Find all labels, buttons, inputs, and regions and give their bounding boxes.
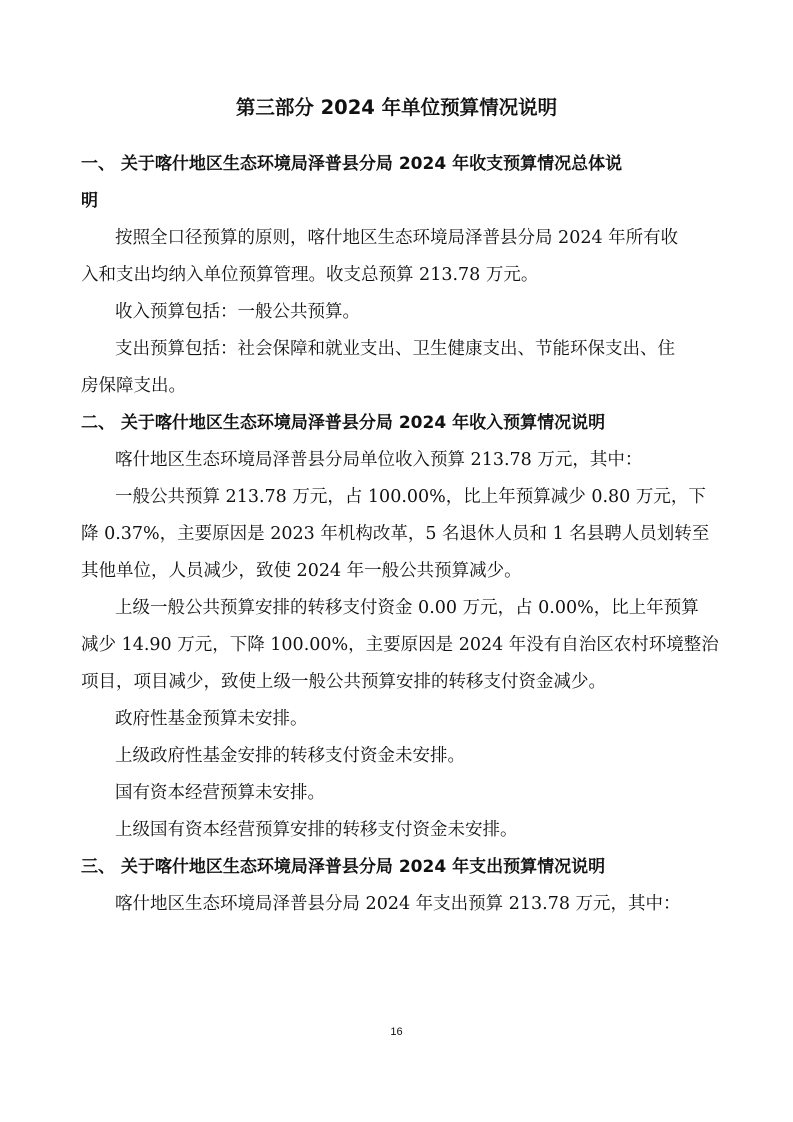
section-2-para-2-line-2: 降 0.37%，主要原因是 2023 年机构改革，5 名退休人员和 1 名县聘人员划转至 bbox=[81, 524, 710, 544]
section-2-para-3-line-3: 项目，项目减少，致使上级一般公共预算安排的转移支付资金减少。 bbox=[81, 672, 606, 692]
section-1-heading-line-2: 明 bbox=[81, 191, 98, 211]
section-1-para-1-line-2: 入和支出均纳入单位预算管理。收支总预算 213.78 万元。 bbox=[81, 265, 539, 285]
section-2-para-5-line-1: 上级政府性基金安排的转移支付资金未安排。 bbox=[115, 746, 465, 766]
section-2-para-3-line-1: 上级一般公共预算安排的转移支付资金 0.00 万元，占 0.00%，比上年预算 bbox=[115, 598, 699, 618]
section-1-para-3-line-2: 房保障支出。 bbox=[81, 376, 186, 396]
section-2-para-4-line-1: 政府性基金预算未安排。 bbox=[115, 709, 308, 729]
section-3-para-1-line-1: 喀什地区生态环境局泽普县分局 2024 年支出预算 213.78 万元，其中： bbox=[115, 894, 681, 914]
section-2-para-2-line-3: 其他单位，人员减少，致使 2024 年一般公共预算减少。 bbox=[81, 561, 522, 581]
section-1-para-3-line-1: 支出预算包括：社会保障和就业支出、卫生健康支出、节能环保支出、住 bbox=[115, 339, 675, 359]
section-2-heading-line-1: 二、 关于喀什地区生态环境局泽普县分局 2024 年收入预算情况说明 bbox=[81, 413, 606, 433]
section-3-heading-line-1: 三、 关于喀什地区生态环境局泽普县分局 2024 年支出预算情况说明 bbox=[81, 857, 606, 877]
section-2-para-2-line-1: 一般公共预算 213.78 万元，占 100.00%，比上年预算减少 0.80 万元，下 bbox=[115, 487, 706, 507]
section-2-para-6-line-1: 国有资本经营预算未安排。 bbox=[115, 783, 325, 803]
page-number: 16 bbox=[390, 1026, 403, 1038]
section-2-para-7-line-1: 上级国有资本经营预算安排的转移支付资金未安排。 bbox=[115, 820, 518, 840]
section-1-para-1-line-1: 按照全口径预算的原则，喀什地区生态环境局泽普县分局 2024 年所有收 bbox=[115, 228, 679, 248]
section-1-para-2-line-1: 收入预算包括：一般公共预算。 bbox=[115, 302, 360, 322]
section-2-para-3-line-2: 减少 14.90 万元，下降 100.00%，主要原因是 2024 年没有自治区农村环境整治 bbox=[81, 635, 719, 655]
body-text bbox=[81, 146, 721, 923]
section-2-para-1-line-1: 喀什地区生态环境局泽普县分局单位收入预算 213.78 万元，其中： bbox=[115, 450, 643, 470]
section-1-heading-line-1: 一、 关于喀什地区生态环境局泽普县分局 2024 年收支预算情况总体说 bbox=[81, 154, 623, 174]
page-title: 第三部分 2024 年单位预算情况说明 bbox=[235, 96, 558, 119]
